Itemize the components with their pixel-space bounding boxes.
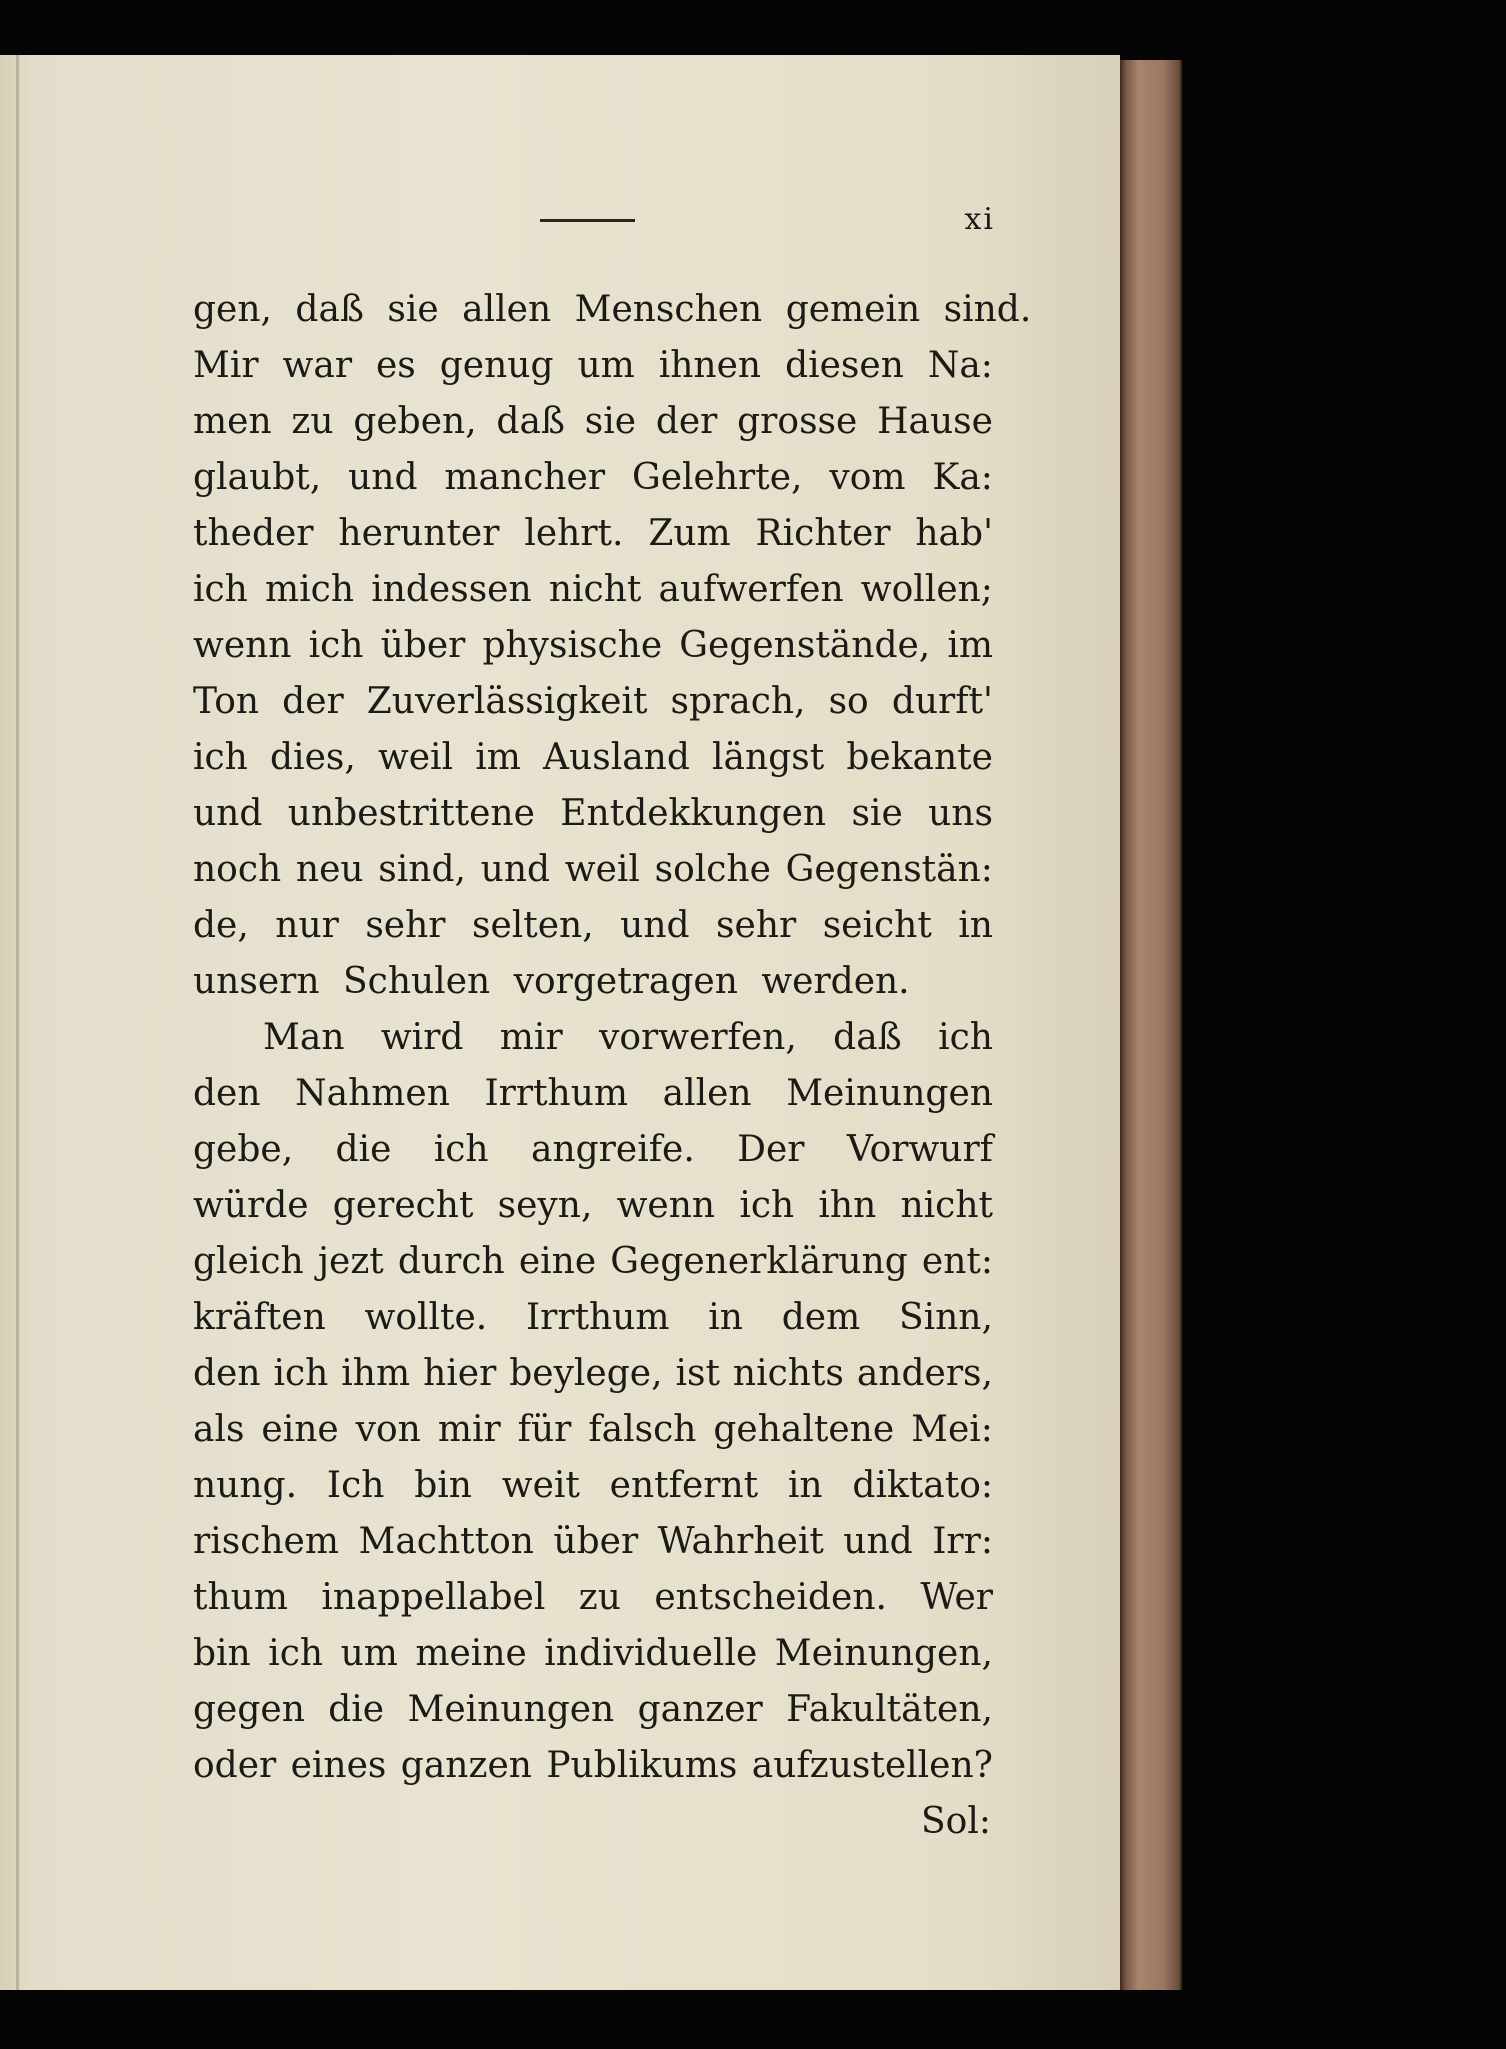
gutter-shadow bbox=[16, 55, 19, 1990]
text-line: wenn ich über physische Gegenstände, im bbox=[193, 625, 993, 666]
text-line: nung. Ich bin weit entfernt in diktato: bbox=[193, 1465, 993, 1506]
text-line: und unbestrittene Entdekkungen sie uns bbox=[193, 793, 993, 834]
text-line: Ton der Zuverlässigkeit sprach, so durft' bbox=[193, 681, 993, 722]
text-line: rischem Machtton über Wahrheit und Irr: bbox=[193, 1521, 993, 1562]
text-line: Mir war es genug um ihnen diesen Na: bbox=[193, 345, 993, 386]
text-line: als eine von mir für falsch gehaltene Mei: bbox=[193, 1409, 993, 1450]
book-cover-edge bbox=[1120, 60, 1182, 1990]
catchword: Sol: bbox=[921, 1801, 991, 1842]
text-line: gen, daß sie allen Menschen gemein sind. bbox=[193, 289, 1032, 330]
text-line: Man wird mir vorwerfen, daß ich bbox=[263, 1017, 993, 1058]
text-line: gegen die Meinungen ganzer Fakultäten, bbox=[193, 1689, 993, 1730]
text-line: den ich ihm hier beylege, ist nichts anders, bbox=[193, 1353, 993, 1394]
text-line: bin ich um meine individuelle Meinungen, bbox=[193, 1633, 993, 1674]
page-number: xi bbox=[964, 202, 995, 237]
text-line: den Nahmen Irrthum allen Meinungen bbox=[193, 1073, 993, 1114]
text-line: ich dies, weil im Ausland längst bekante bbox=[193, 737, 993, 778]
running-header bbox=[540, 204, 995, 244]
text-line: thum inappellabel zu entscheiden. Wer bbox=[193, 1577, 993, 1618]
text-line: kräften wollte. Irrthum in dem Sinn, bbox=[193, 1297, 993, 1338]
text-line: unsern Schulen vorgetragen werden. bbox=[193, 961, 910, 1002]
text-line: men zu geben, daß sie der grosse Hause bbox=[193, 401, 993, 442]
text-line: gleich jezt durch eine Gegenerklärung ent: bbox=[193, 1241, 993, 1282]
text-line: noch neu sind, und weil solche Gegenstän: bbox=[193, 849, 993, 890]
text-line: theder herunter lehrt. Zum Richter hab' bbox=[193, 513, 993, 554]
text-line: würde gerecht seyn, wenn ich ihn nicht bbox=[193, 1185, 993, 1226]
text-line: ich mich indessen nicht aufwerfen wollen; bbox=[193, 569, 993, 610]
body-text bbox=[193, 282, 1032, 1850]
text-line: glaubt, und mancher Gelehrte, vom Ka: bbox=[193, 457, 993, 498]
text-line: gebe, die ich angreife. Der Vorwurf bbox=[193, 1129, 993, 1170]
text-line: oder eines ganzen Publikums aufzustellen? bbox=[193, 1745, 993, 1786]
header-rule bbox=[540, 219, 635, 222]
text-line: de, nur sehr selten, und sehr seicht in bbox=[193, 905, 993, 946]
